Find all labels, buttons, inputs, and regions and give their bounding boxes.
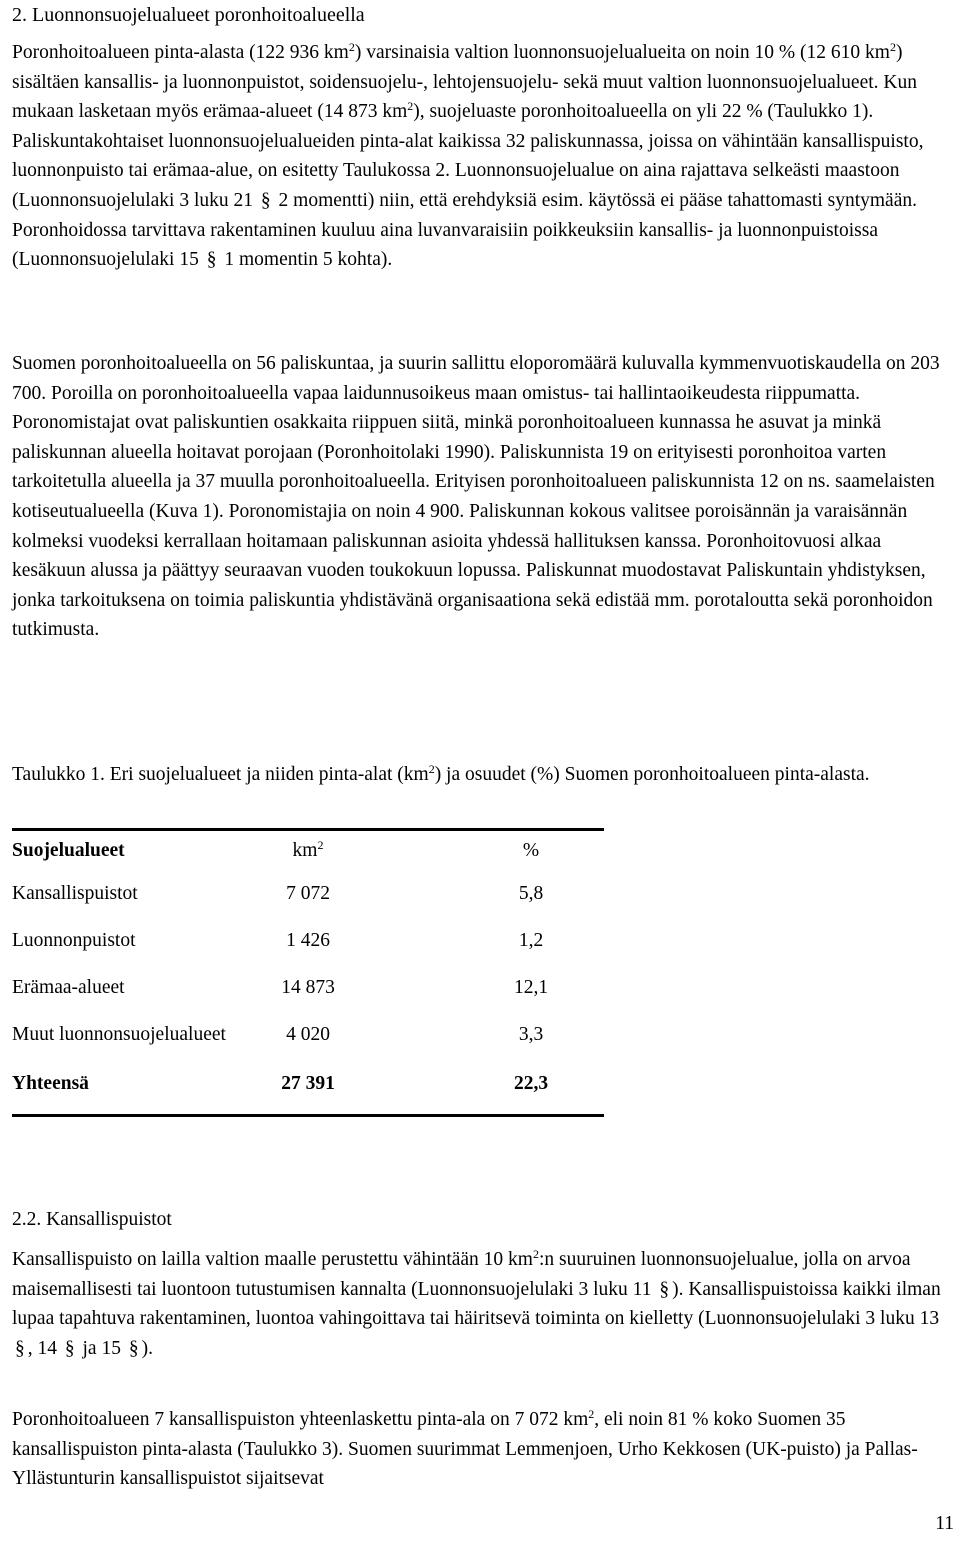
superscript: 2 — [428, 762, 435, 776]
text-run: ) varsinaisia valtion luonnonsuojelualueita on noin 10 % (12 610 km — [354, 42, 890, 63]
paragraph-reindeer-districts: Suomen poronhoitoalueella on 56 paliskuntaa, ja suurin sallittu eloporomäärä kuluvalla kymmenvuotiskaudella on 203 700. Poroilla on poronhoitoalueella vapaa laidunnusoikeus maan omistus- tai hallintaoikeudesta riippumatta. Poronomistajat ovat paliskuntien osakkaita riippuen siitä, minkä poronhoitoalueen kunnassa he asuvat ja minkä paliskunnan alueella hoitavat porojaan (Poronhoitolaki 1990). Paliskunnista 19 on erityisesti poronhoitoa varten tarkoitetulla alueella ja 37 muulla poronhoitoalueella. Erityisen poronhoitoalueen paliskunnista 12 on ns. saamelaisten kotiseutualueella (Kuva 1). Poronomistajia on noin 4 900. Paliskunnan kokous valitsee poroisännän ja varaisännän kolmeksi vuodeksi kerrallaan hoitamaan paliskunnan asioita yhdessä hallituksen kanssa. Poronhoitovuosi alkaa kesäkuun alussa ja päättyy seuraavan vuoden toukokuun lopussa. Paliskunnat muodostavat Paliskuntain yhdistyksen, jonka tarkoituksena on toimia paliskuntia yhdistävänä organisaationa sekä edistää mm. porotaloutta sekä poronhoidon tutkimusta. — [12, 353, 940, 641]
text-run: ) ja osuudet (%) Suomen poronhoitoalueen pinta-alasta. — [434, 764, 870, 785]
superscript: 2 — [407, 99, 414, 114]
section-sign: § — [206, 249, 217, 271]
section-sign: § — [128, 1337, 139, 1359]
row-percent: 3,3 — [518, 1024, 544, 1045]
row-km2: 14 873 — [281, 977, 335, 998]
superscript: 2 — [588, 1407, 595, 1421]
text-run: ). Kansallispuistoissa kaikki ilman lupaa tapahtuva rakentaminen, luontoa vahingoittava tai häiritsevä toiminta on kielletty (Luonnonsuojelulaki 3 luku 13 — [12, 1278, 941, 1330]
table-row — [12, 1020, 604, 1050]
text-run: , eli noin 81 % koko Suomen 35 kansallispuiston pinta-alasta (Taulukko 3). Suomen suurimmat Lemmenjoen, Urho Kekkosen (UK-puisto) ja Pallas-Yllästunturin kansallispuistot sijaitsevat — [12, 1409, 918, 1490]
section-sign: § — [260, 189, 271, 211]
subsection-title: 2.2. Kansallispuistot — [12, 1209, 172, 1230]
section-title: 2. Luonnonsuojelualueet poronhoitoalueella — [12, 4, 365, 26]
paragraph-protected-areas — [12, 38, 952, 275]
text-run: ), suojeluaste poronhoitoalueella on yli 22 % (Taulukko 1). Paliskuntakohtaiset luonnonsuojelualueiden pinta-alat kaikissa 32 paliskunnassa, joissa on vähintään kansallispuisto, luonnonpuisto tai erämaa-alue, on esitetty Taulukossa 2. Luonnonsuojelualue on aina rajattava selkeästi maastoon (Luonnonsuojelulaki 3 luku 21 — [12, 101, 924, 211]
text-run: :n suuruinen luonnonsuojelualue, jolla on arvoa maisemallisesti tai luontoon tutustumisen kannalta (Luonnonsuojelulaki 3 luku 11 — [12, 1249, 911, 1300]
text-run: Poronhoitoalueen pinta-alasta (122 936 km — [12, 42, 349, 63]
section-sign: § — [659, 1278, 670, 1300]
header-km-label: km — [292, 840, 318, 861]
header-percent: % — [522, 840, 540, 861]
text-run: , 14 — [27, 1337, 57, 1359]
table-row — [12, 926, 604, 956]
row-name: Muut luonnonsuojelualueet — [12, 1024, 226, 1045]
row-percent: 12,1 — [513, 977, 549, 998]
text-run: Kansallispuisto on lailla valtion maalle perustettu vähintään 10 km — [12, 1249, 533, 1270]
table-top-rule — [12, 828, 604, 831]
table-row — [12, 879, 604, 909]
text-run: ja 15 — [82, 1337, 121, 1359]
row-name: Kansallispuistot — [12, 883, 138, 904]
row-km2: 1 426 — [286, 930, 330, 951]
row-percent: 1,2 — [518, 930, 544, 951]
table-total-row — [12, 1069, 604, 1099]
superscript: 2 — [889, 40, 896, 54]
superscript: 2 — [348, 40, 355, 54]
table-header-row — [12, 836, 604, 866]
text-run: 2 momentti) niin, että erehdyksiä esim. käytössä ei pääse tahattomasti syntymään. Poronhoidossa tarvittava rakentaminen kuuluu aina luvanvaraisiin poikkeuksiin kansallis- ja luonnonpuistoissa (Luonnonsuojelulaki 15 — [12, 189, 917, 271]
page-number: 11 — [935, 1513, 954, 1534]
section-sign: § — [64, 1337, 75, 1359]
paragraph-national-parks — [12, 1245, 952, 1363]
total-name: Yhteensä — [12, 1073, 89, 1094]
text-run: Poronhoitoalueen 7 kansallispuiston yhteenlaskettu pinta-ala on 7 072 km — [12, 1409, 589, 1430]
text-run: ) sisältäen kansallis- ja luonnonpuistot, soidensuojelu-, lehtojensuojelu- sekä muut valtion luonnonsuojelualueet. Kun mukaan lasketaan myös erämaa-alueet (14 873 km — [12, 42, 917, 123]
paragraph-park-area — [12, 1405, 952, 1494]
row-name: Luonnonpuistot — [12, 930, 136, 951]
table-caption — [12, 760, 912, 790]
table-bottom-rule — [12, 1114, 604, 1117]
row-name: Erämaa-alueet — [12, 977, 125, 998]
section-sign: § — [15, 1337, 25, 1359]
row-percent: 5,8 — [518, 883, 544, 904]
text-run: 1 momentin 5 kohta). — [224, 249, 393, 271]
total-percent: 22,3 — [513, 1073, 549, 1094]
text-run: Taulukko 1. Eri suojelualueet ja niiden pinta-alat (km — [12, 764, 429, 785]
superscript: 2 — [317, 838, 324, 852]
header-protected-areas: Suojelualueet — [12, 840, 125, 861]
total-km2: 27 391 — [281, 1073, 335, 1094]
header-km2 — [213, 836, 403, 866]
table-row — [12, 973, 604, 1003]
row-km2: 4 020 — [286, 1024, 330, 1045]
text-run: ). — [141, 1337, 153, 1359]
superscript: 2 — [532, 1247, 539, 1261]
row-km2: 7 072 — [286, 883, 330, 904]
